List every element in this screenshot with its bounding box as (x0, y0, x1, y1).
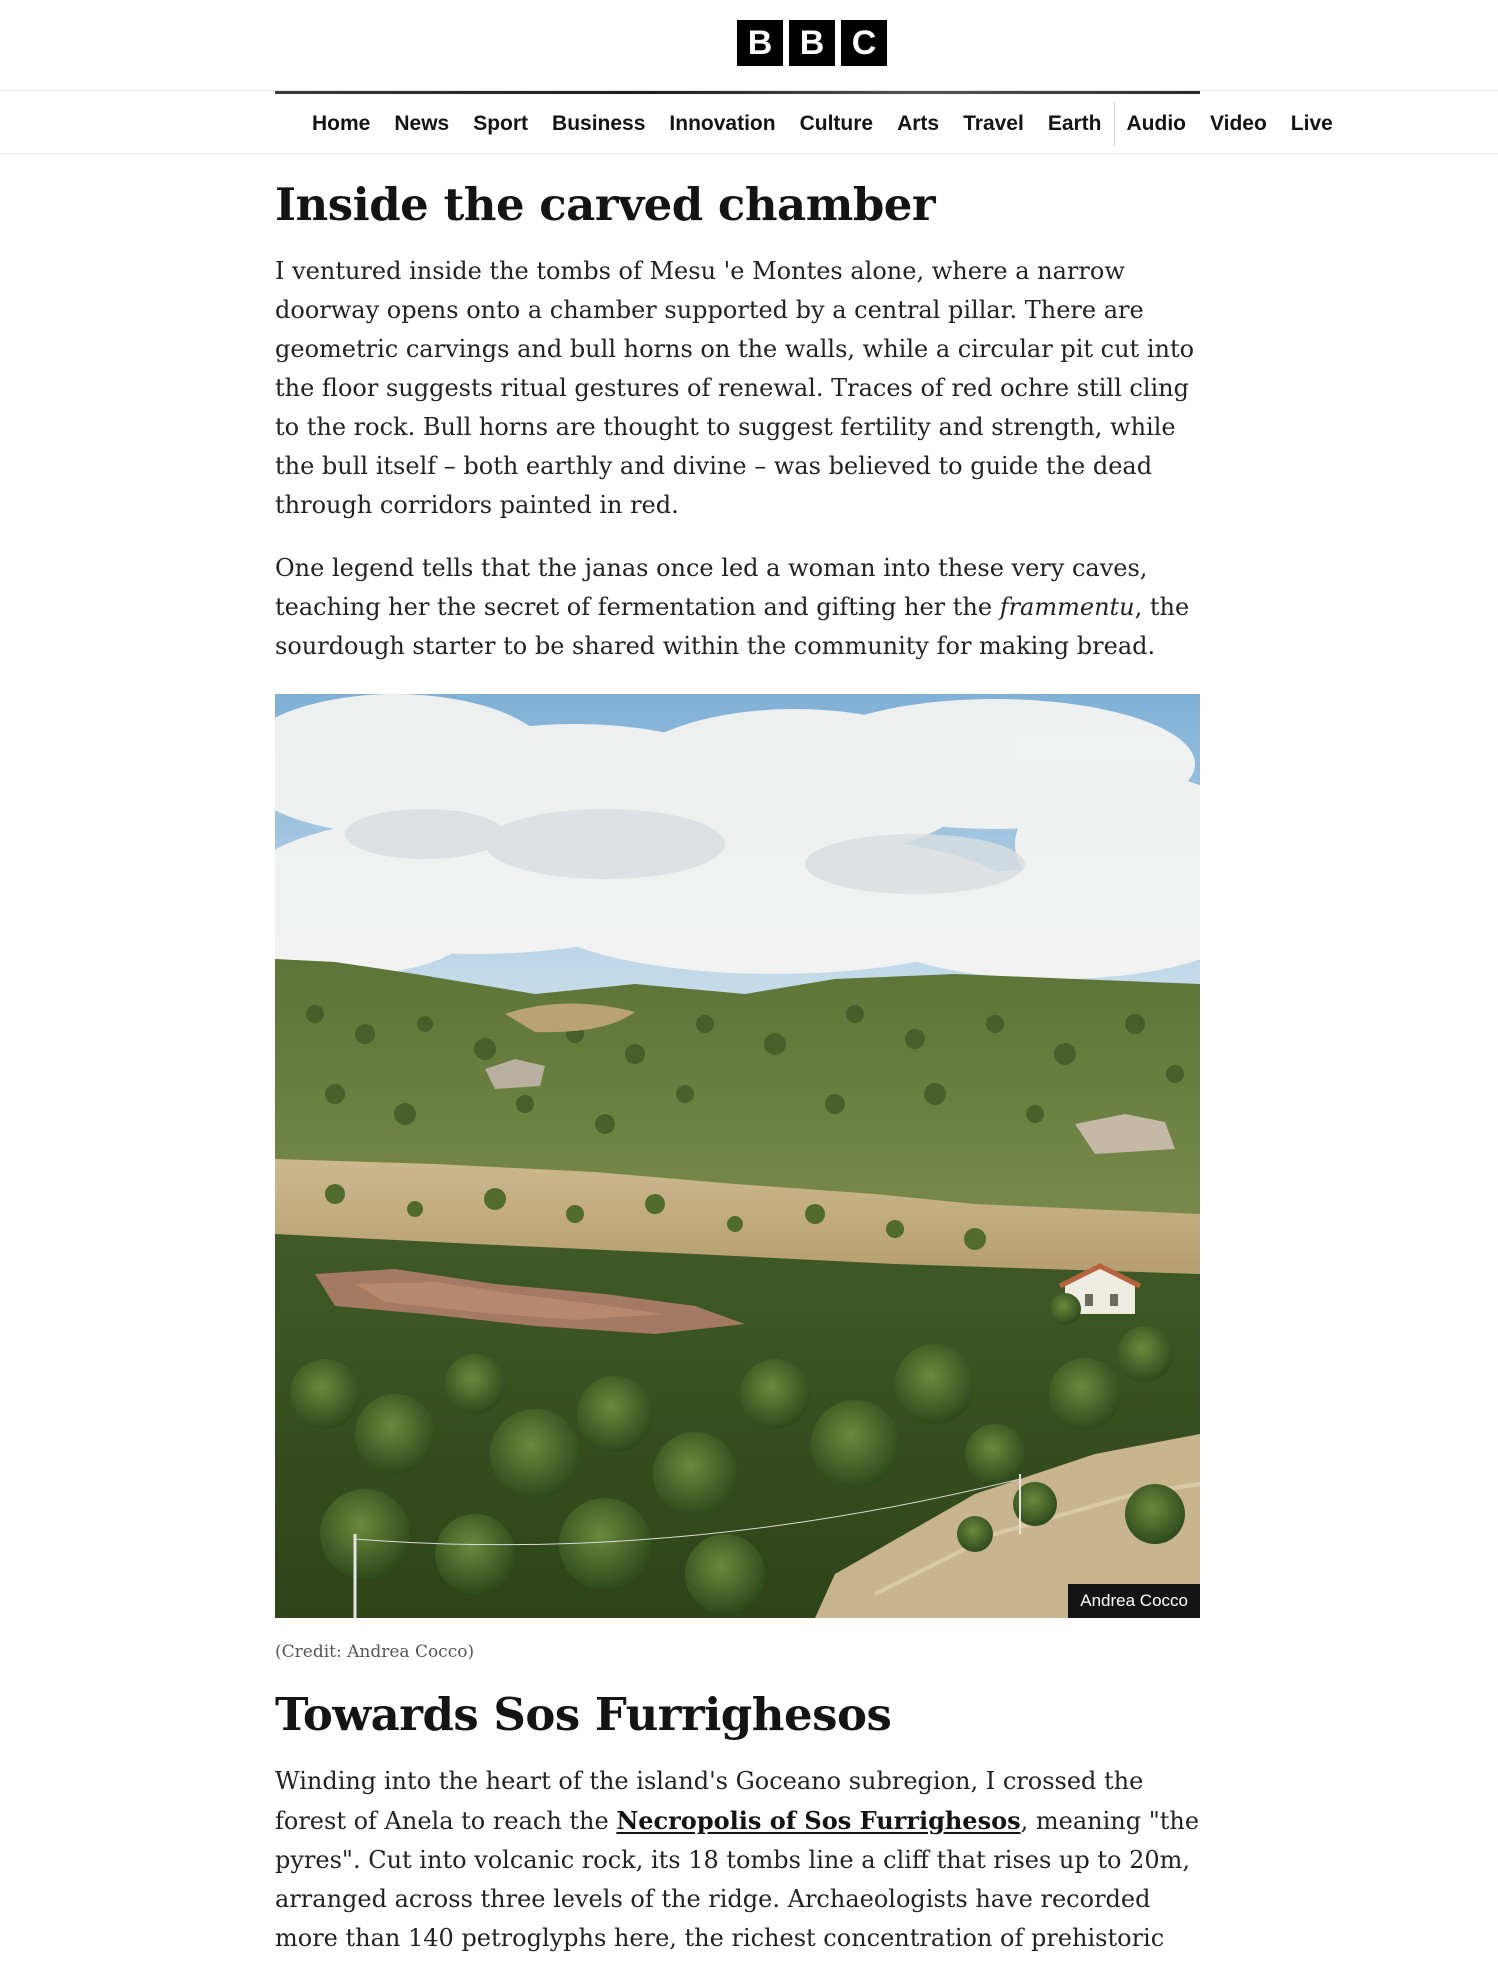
paragraph-text: Winding into the heart of the island's Goceano subregion, I crossed the forest of Anela to reach the (275, 1767, 1144, 1835)
nav-item-live[interactable]: Live (1290, 112, 1333, 135)
nav-item-culture[interactable]: Culture (799, 112, 874, 135)
article-paragraph (275, 1762, 1200, 1958)
bbc-logo[interactable] (737, 20, 887, 66)
image-caption: (Credit: Andrea Cocco) (275, 1642, 475, 1662)
bbc-logo-letter-2: B (789, 20, 835, 66)
nav-item-earth[interactable]: Earth (1047, 112, 1102, 135)
image-credit-badge: Andrea Cocco (1068, 1584, 1200, 1618)
section-heading-sos-furrighesos: Towards Sos Furrighesos (275, 1688, 892, 1741)
nav-item-travel[interactable]: Travel (963, 112, 1024, 135)
hillside-landscape-image (275, 694, 1200, 1618)
nav-item-innovation[interactable]: Innovation (669, 112, 776, 135)
nav-item-video[interactable]: Video (1210, 112, 1267, 135)
masthead (0, 0, 1498, 91)
nav-item-news[interactable]: News (394, 112, 450, 135)
necropolis-link[interactable]: Necropolis of Sos Furrighesos (616, 1806, 1021, 1835)
nav-item-arts[interactable]: Arts (897, 112, 940, 135)
nav-item-home[interactable]: Home (312, 112, 371, 135)
main-navigation (0, 94, 1498, 154)
landscape-photo (275, 694, 1200, 1618)
paragraph-text: One legend tells that the janas once led a woman into these very caves, teaching her the secret of fermentation and gifting her the (275, 554, 1148, 621)
italic-term: frammentu (999, 593, 1135, 621)
article-paragraph (275, 549, 1200, 666)
bbc-logo-letter-3: C (841, 20, 887, 66)
paragraph-text: , the sourdough starter to be shared within the community for making bread. (275, 593, 1190, 660)
nav-item-sport[interactable]: Sport (473, 112, 529, 135)
paragraph-text: , meaning "the pyres". Cut into volcanic rock, its 18 tombs line a cliff that rises up to 20m, arranged across three levels of the ridge. Archaeologists have recorded more than 140 petroglyphs here, the richest concentration of prehistoric (275, 1807, 1200, 1952)
bbc-logo-letter-1: B (737, 20, 783, 66)
article-body (275, 154, 1200, 1958)
article-paragraph: I ventured inside the tombs of Mesu 'e Montes alone, where a narrow doorway opens onto a chamber supported by a central pillar. There are geometric carvings and bull horns on the walls, while a circular pit cut into the floor suggests ritual gestures of renewal. Traces of red ochre still cling to the rock. Bull horns are thought to suggest fertility and strength, while the bull itself – both earthly and divine – was believed to guide the dead through corridors painted in red. (275, 257, 1195, 519)
nav-item-audio[interactable]: Audio (1126, 112, 1186, 135)
section-heading-carved-chamber: Inside the carved chamber (275, 178, 936, 231)
nav-item-business[interactable]: Business (552, 112, 646, 135)
